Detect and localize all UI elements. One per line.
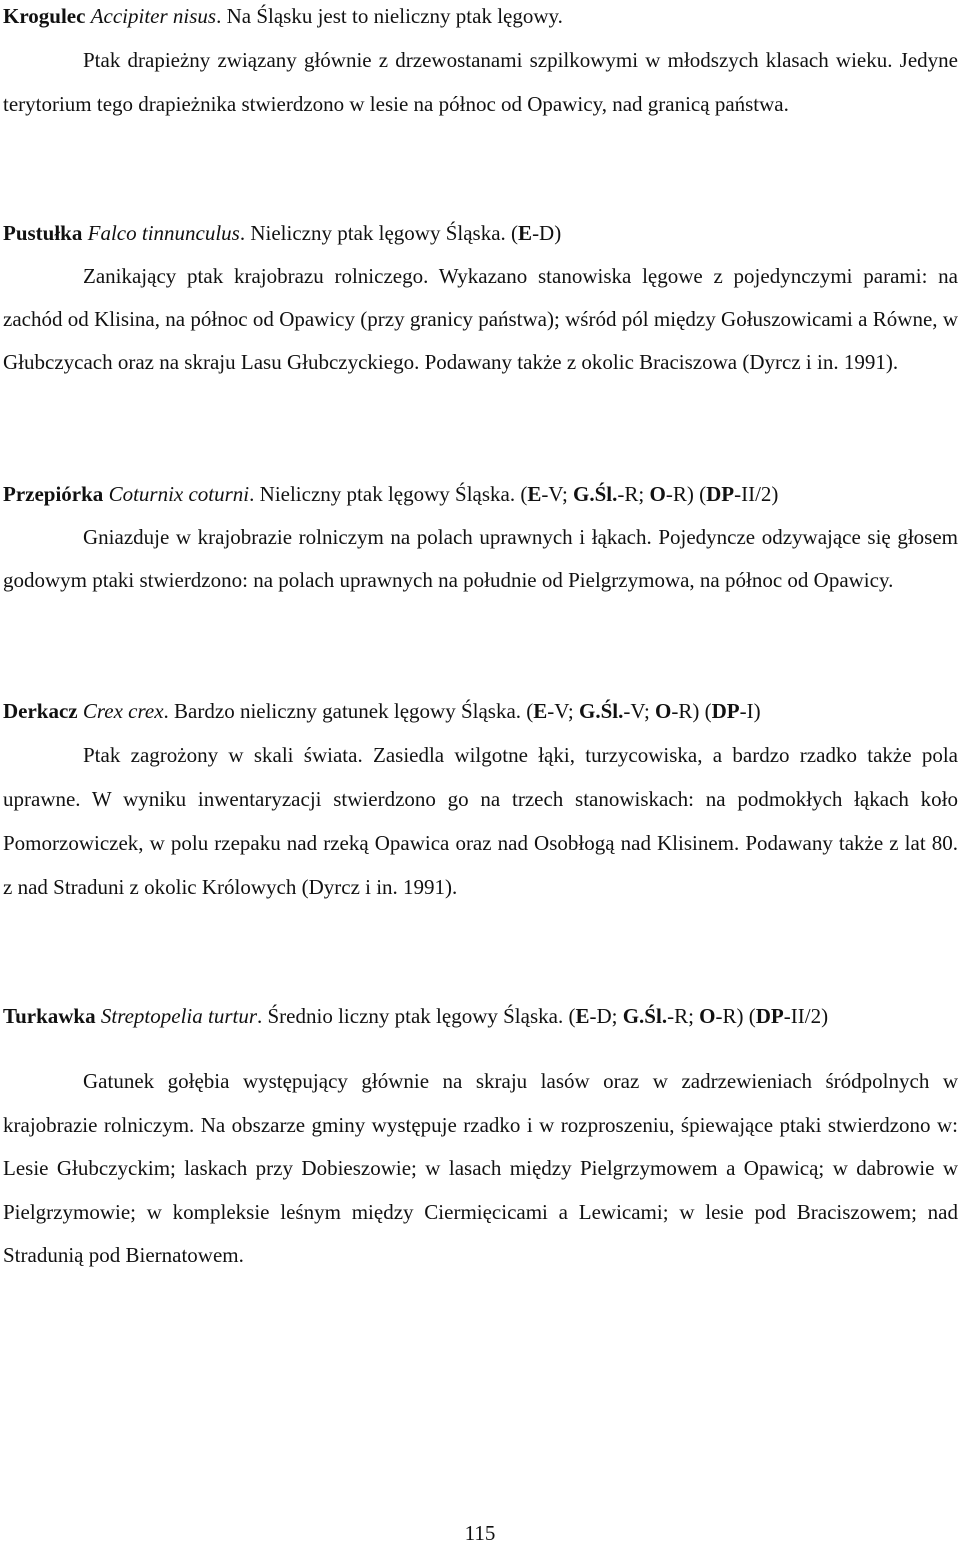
species-heading xyxy=(3,0,958,38)
species-name: Krogulec xyxy=(3,4,86,28)
species-name: Przepiórka xyxy=(3,482,104,506)
species-codes: (E-V; G.Śl.-R; O-R) (DP-II/2) xyxy=(515,482,779,506)
species-latin-name: Crex crex xyxy=(82,699,164,723)
page-number: 115 xyxy=(464,1521,496,1545)
species-entry-turkawka xyxy=(3,995,958,1278)
code-abbreviation: DP xyxy=(711,699,740,723)
species-heading xyxy=(3,995,958,1038)
species-heading xyxy=(3,473,958,516)
species-description: Ptak drapieżny związany głównie z drzewostanami szpilkowymi w młodszych klasach wieku. Jedyne terytorium tego drapieżnika stwierdzono w lesie na północ od Opawicy, nad granicą państwa. xyxy=(3,48,958,116)
code-abbreviation: E xyxy=(533,699,548,723)
species-description: Gatunek gołębia występujący głównie na skraju lasów oraz w zadrzewieniach śródpolnych w krajobrazie rolniczym. Na obszarze gminy występuje rzadko i w rozproszeniu, śpiewające ptaki stwierdzono w: Lesie Głubczyckim; laskach przy Dobieszowie; w lasach między Pielgrzymowem a Opawicą; w dabrowie w Pielgrzymowie; w kompleksie leśnym między Ciermięcicami a Lewicami; w lesie pod Braciszowem; nad Stradunią pod Biernatowem. xyxy=(3,1069,958,1267)
code-abbreviation: O xyxy=(649,482,666,506)
species-entry-przepiorka xyxy=(3,473,958,602)
species-latin-name: Coturnix coturni xyxy=(108,482,250,506)
species-codes: (E-V; G.Śl.-V; O-R) (DP-I) xyxy=(521,699,761,723)
species-codes: (E-D; G.Śl.-R; O-R) (DP-II/2) xyxy=(563,1004,829,1028)
species-heading xyxy=(3,690,958,733)
species-heading xyxy=(3,212,958,255)
code-abbreviation: DP xyxy=(755,1004,784,1028)
species-description: Zanikający ptak krajobrazu rolniczego. Wykazano stanowiska lęgowe z pojedynczymi parami: na zachód od Klisina, na północ od Opawicy (przy granicy państwa); wśród pól między Gołuszowicami a Równe, w Głubczycach oraz na skraju Lasu Głubczyckiego. Podawany także z okolic Braciszowa (Dyrcz i in. 1991). xyxy=(3,264,958,374)
code-abbreviation: G.Śl. xyxy=(578,699,624,723)
species-codes: (E-D) xyxy=(505,221,562,245)
code-abbreviation: E xyxy=(527,482,542,506)
code-abbreviation: G.Śl. xyxy=(622,1004,668,1028)
species-name: Turkawka xyxy=(3,1004,96,1028)
code-abbreviation: O xyxy=(699,1004,716,1028)
species-entry-derkacz xyxy=(3,690,958,909)
species-status: . Nieliczny ptak lęgowy Śląska. xyxy=(239,221,506,245)
code-abbreviation: E xyxy=(518,221,533,245)
species-status: . Nieliczny ptak lęgowy Śląska. xyxy=(249,482,516,506)
code-abbreviation: G.Śl. xyxy=(573,482,618,506)
species-status: . Średnio liczny ptak lęgowy Śląska. xyxy=(257,1004,564,1028)
species-description: Ptak zagrożony w skali świata. Zasiedla wilgotne łąki, turzycowiska, a bardzo rzadko także pola uprawne. W wyniku inwentaryzacji stwierdzono go na trzech stanowiskach: na podmokłych łąkach koło Pomorzowiczek, w polu rzepaku nad rzeką Opawica oraz nad Osobłogą nad Klisinem. Podawany także z lat 80. z nad Straduni z okolic Królowych (Dyrcz i in. 1991). xyxy=(3,743,958,899)
species-entry-krogulec xyxy=(3,0,958,126)
species-latin-name: Streptopelia turtur xyxy=(100,1004,257,1028)
species-latin-name: Falco tinnunculus xyxy=(87,221,240,245)
species-name: Pustułka xyxy=(3,221,83,245)
code-abbreviation: DP xyxy=(706,482,735,506)
species-name: Derkacz xyxy=(3,699,78,723)
species-latin-name: Accipiter nisus xyxy=(90,4,217,28)
species-entry-pustulka xyxy=(3,212,958,384)
species-status: . Na Śląsku jest to nieliczny ptak lęgowy. xyxy=(216,4,563,28)
code-abbreviation: O xyxy=(655,699,672,723)
species-status: . Bardzo nieliczny gatunek lęgowy Śląska. xyxy=(163,699,522,723)
species-description: Gniazduje w krajobrazie rolniczym na polach uprawnych i łąkach. Pojedyncze odzywające się głosem godowym ptaki stwierdzono: na polach uprawnych na południe od Pielgrzymowa, na północ od Opawicy. xyxy=(3,525,958,592)
code-abbreviation: E xyxy=(575,1004,590,1028)
